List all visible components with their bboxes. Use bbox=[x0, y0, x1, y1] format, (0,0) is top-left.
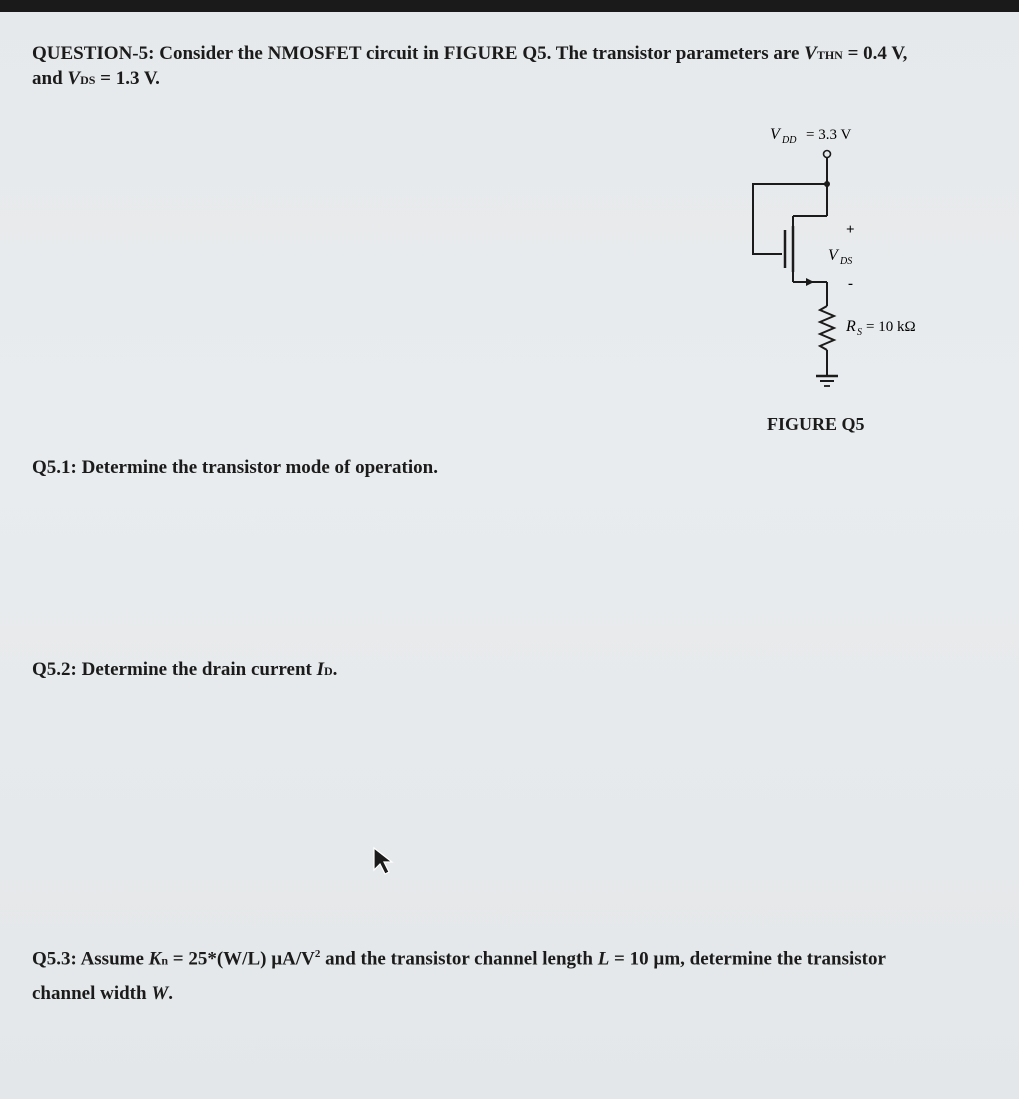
vthn-symbol: V bbox=[804, 43, 817, 64]
l-symbol: L bbox=[597, 948, 610, 970]
vdd-subscript: DD bbox=[782, 135, 797, 146]
q53-l-val: = 10 µm, determine the transistor bbox=[614, 948, 886, 970]
id-subscript: D bbox=[324, 664, 333, 678]
vds-label: V bbox=[828, 247, 838, 264]
source-arrow-icon bbox=[806, 278, 814, 286]
w-symbol: W bbox=[151, 983, 169, 1005]
q53-sup: 2 bbox=[314, 948, 321, 960]
and-word: and bbox=[32, 68, 63, 89]
circuit-diagram bbox=[740, 118, 970, 408]
q53-expr: = 25*(W/L) µA/V bbox=[172, 948, 315, 970]
vthn-value: = 0.4 V, bbox=[847, 43, 908, 64]
vds-plus: + bbox=[846, 222, 855, 238]
q51-text: Determine the transistor mode of operation. bbox=[81, 457, 438, 478]
vdd-value: = 3.3 V bbox=[806, 127, 852, 143]
figure-caption: FIGURE Q5 bbox=[767, 414, 865, 434]
q52-text: Determine the drain current bbox=[81, 659, 312, 680]
question-intro: Consider the NMOSFET circuit in FIGURE Q5. The transistor parameters are bbox=[159, 43, 800, 64]
question-5-1 bbox=[32, 456, 438, 480]
kn-symbol: K bbox=[148, 948, 162, 970]
vds-subscript: DS bbox=[80, 73, 96, 87]
kn-subscript: n bbox=[161, 953, 169, 968]
rs-subscript: S bbox=[857, 327, 862, 338]
q51-label: Q5.1: bbox=[32, 457, 77, 478]
top-bezel bbox=[0, 0, 1019, 12]
question-header bbox=[32, 42, 982, 92]
vds-minus: - bbox=[848, 276, 853, 292]
vds-subscript: DS bbox=[840, 256, 853, 267]
question-label: QUESTION-5: bbox=[32, 43, 155, 64]
question-5-3 bbox=[32, 937, 982, 1011]
vds-value: = 1.3 V. bbox=[100, 68, 160, 89]
q52-label: Q5.2: bbox=[32, 659, 77, 680]
resistor-rs bbox=[820, 306, 834, 350]
q53-mid: and the transistor channel length bbox=[325, 948, 593, 970]
rs-value: = 10 kΩ bbox=[866, 319, 916, 335]
vdd-label: V bbox=[770, 126, 780, 143]
mouse-pointer-icon bbox=[372, 846, 394, 876]
question-5-2 bbox=[32, 658, 337, 683]
vds-symbol: V bbox=[67, 68, 81, 89]
q53-line2: channel width bbox=[32, 983, 147, 1005]
q53-end: . bbox=[168, 983, 173, 1005]
q52-end: . bbox=[332, 659, 338, 680]
gate-wire bbox=[753, 184, 827, 254]
vdd-terminal bbox=[824, 151, 831, 158]
vthn-subscript: THN bbox=[816, 48, 843, 62]
q53-pre: Assume bbox=[80, 948, 144, 970]
q53-label: Q5.3: bbox=[32, 948, 77, 970]
id-symbol: I bbox=[316, 659, 324, 680]
rs-label: R bbox=[846, 318, 856, 335]
